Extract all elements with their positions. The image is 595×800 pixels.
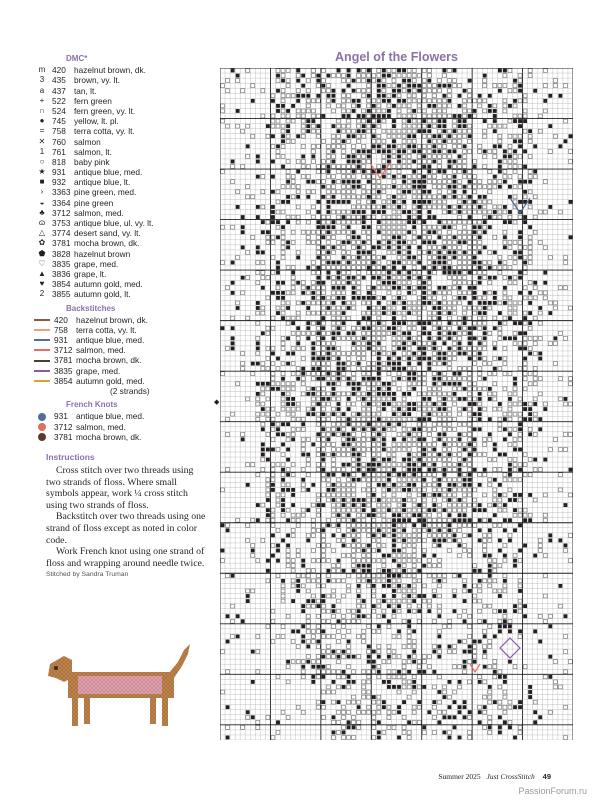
floss-name: autumn gold, med. xyxy=(74,279,143,290)
floss-name: terra cotta, vy. lt. xyxy=(76,324,137,335)
legend-row xyxy=(32,259,210,269)
floss-code: 931 xyxy=(54,411,68,422)
floss-code: 818 xyxy=(52,156,66,167)
floss-code: 420 xyxy=(52,65,66,76)
legend-row xyxy=(32,137,210,147)
floss-name: baby pink xyxy=(74,156,110,167)
legend-row xyxy=(32,106,210,116)
floss-code: 3774 xyxy=(52,228,71,239)
backstitch-list xyxy=(32,315,210,386)
floss-code: 3836 xyxy=(52,268,71,279)
stitch-symbol: = xyxy=(39,126,45,136)
instructions-paragraph: Cross stitch over two threads using two strands of floss. Where small symbols appear, work ¼ cross stitch using two strands of floss. xyxy=(46,465,194,511)
legend-row xyxy=(32,279,210,289)
stitch-symbol: ɷ xyxy=(38,218,46,228)
stitch-symbol: ♣ xyxy=(39,207,45,217)
backstitch-swatch xyxy=(34,360,50,362)
stitched-dog-photo xyxy=(42,638,202,738)
floss-code: 3712 xyxy=(52,207,71,218)
floss-name: mocha brown, dk. xyxy=(76,431,142,442)
stitch-symbol: ⬟ xyxy=(38,248,46,258)
stitch-symbol: ✿ xyxy=(38,238,46,248)
floss-name: hazelnut brown, dk. xyxy=(74,65,146,76)
legend-row xyxy=(32,355,210,365)
floss-name: tan, lt. xyxy=(74,85,97,96)
floss-code: 758 xyxy=(52,126,66,137)
floss-code: 3854 xyxy=(52,279,71,290)
legend-row xyxy=(32,65,210,75)
magazine-name: Just CrossStitch xyxy=(486,772,535,781)
floss-code: 761 xyxy=(52,146,66,157)
stitch-symbol: ♥ xyxy=(39,279,45,289)
legend-row xyxy=(32,238,210,248)
instructions-paragraph: Backstitch over two threads using one strand of floss except as noted in color code. xyxy=(46,511,206,546)
stitch-symbol: › xyxy=(40,187,44,197)
stitcher-credit: Stitched by Sandra Truman xyxy=(46,571,129,579)
legend-row xyxy=(32,269,210,279)
floss-name: salmon, lt. xyxy=(74,146,112,157)
legend-row xyxy=(32,116,210,126)
floss-code: 420 xyxy=(54,314,68,325)
legend-row xyxy=(32,432,210,442)
floss-code: 3781 xyxy=(52,238,71,249)
page-footer xyxy=(438,772,551,781)
floss-name: fern green xyxy=(74,95,112,106)
floss-name: antique blue, med. xyxy=(76,335,145,346)
floss-code: 3828 xyxy=(52,248,71,259)
legend-row xyxy=(32,177,210,187)
floss-code: 3835 xyxy=(54,365,73,376)
legend-row xyxy=(32,228,210,238)
floss-name: antique blue, med. xyxy=(74,167,143,178)
floss-name: antique blue, ul. vy. lt. xyxy=(74,218,154,229)
floss-code: 931 xyxy=(54,335,68,346)
instructions xyxy=(46,452,208,578)
stitch-symbol: 1 xyxy=(39,146,45,156)
stitch-symbol: ● xyxy=(39,116,45,126)
legend-row xyxy=(32,315,210,325)
floss-code: 931 xyxy=(52,167,66,178)
legend-row xyxy=(32,218,210,228)
floss-code: 3835 xyxy=(52,258,71,269)
french-knot-swatch xyxy=(38,423,46,431)
stitch-symbol: 3 xyxy=(39,75,45,85)
legend-row xyxy=(32,376,210,386)
floss-name: fern green, vy. lt. xyxy=(74,105,136,116)
french-knot-swatch xyxy=(38,413,46,421)
floss-code: 435 xyxy=(52,75,66,86)
floss-code: 3363 xyxy=(52,187,71,198)
center-arrow-icon: ◆ xyxy=(214,399,220,406)
stitch-symbol: ★ xyxy=(38,167,46,177)
cross-stitch-list xyxy=(32,65,210,299)
stitch-symbol: ○ xyxy=(39,156,45,166)
floss-name: hazelnut brown, dk. xyxy=(76,314,148,325)
cross-stitch-chart xyxy=(220,68,573,740)
grid-lines xyxy=(220,68,573,740)
legend-row xyxy=(32,86,210,96)
floss-name: terra cotta, vy. lt. xyxy=(74,126,135,137)
floss-name: salmon, med. xyxy=(76,421,126,432)
french-knot-list xyxy=(32,411,210,442)
stitch-symbol: ■ xyxy=(39,177,45,187)
stitch-symbol: m xyxy=(38,65,46,75)
floss-code: 524 xyxy=(52,105,66,116)
floss-name: grape, med. xyxy=(76,365,121,376)
floss-code: 3753 xyxy=(52,218,71,229)
floss-name: desert sand, vy. lt. xyxy=(74,228,141,239)
floss-name: grape, lt. xyxy=(74,268,107,279)
backstitch-swatch xyxy=(34,329,50,331)
legend-row xyxy=(32,411,210,421)
floss-name: mocha brown, dk. xyxy=(74,238,140,249)
legend-row xyxy=(32,198,210,208)
stitch-symbol: 2 xyxy=(39,289,45,299)
legend-row xyxy=(32,75,210,85)
instructions-paragraph: Work French knot using one strand of floss and wrapping around needle twice. xyxy=(46,546,205,569)
stitch-symbol: ♡ xyxy=(38,258,46,268)
legend-row xyxy=(32,208,210,218)
floss-code: 3781 xyxy=(54,431,73,442)
legend-row xyxy=(32,335,210,345)
floss-code: 3712 xyxy=(54,345,73,356)
page-number: 49 xyxy=(542,772,551,781)
stitch-symbol: ◒ xyxy=(39,197,45,207)
backstitch-swatch xyxy=(34,370,50,372)
floss-code: 3855 xyxy=(52,289,71,300)
floss-name: brown, vy. lt. xyxy=(74,75,120,86)
floss-name: pine green, med. xyxy=(74,187,137,198)
legend-row xyxy=(32,345,210,355)
chart-grid xyxy=(220,68,573,740)
legend-row xyxy=(32,96,210,106)
floss-name: pine green xyxy=(74,197,114,208)
stitch-symbol: △ xyxy=(38,228,46,238)
floss-code: 3854 xyxy=(54,375,73,386)
stitch-symbol: + xyxy=(39,95,45,105)
strands-note: (2 strands) xyxy=(110,386,150,397)
stitch-symbol: ✕ xyxy=(38,136,46,146)
stitch-symbol: ∩ xyxy=(39,105,45,115)
floss-name: mocha brown, dk. xyxy=(76,355,142,366)
legend-row xyxy=(32,167,210,177)
legend-row xyxy=(32,157,210,167)
floss-name: antique blue, lt. xyxy=(74,177,131,188)
floss-name: autumn gold, med. xyxy=(76,375,145,386)
floss-name: yellow, lt. pl. xyxy=(74,116,119,127)
chart-title: Angel of the Flowers xyxy=(335,50,458,64)
floss-code: 3364 xyxy=(52,197,71,208)
floss-name: salmon xyxy=(74,136,101,147)
floss-code: 3712 xyxy=(54,421,73,432)
floss-name: hazelnut brown xyxy=(74,248,131,259)
floss-code: 745 xyxy=(52,116,66,127)
legend-row xyxy=(32,289,210,299)
stitch-symbol: ▲ xyxy=(38,268,46,278)
floss-code: 932 xyxy=(52,177,66,188)
issue-season: Summer 2025 xyxy=(438,772,481,781)
legend-row xyxy=(32,366,210,376)
watermark: PassionForum.ru xyxy=(518,786,587,796)
floss-code: 758 xyxy=(54,324,68,335)
backstitches-heading: Backstitches xyxy=(66,303,116,313)
legend-row xyxy=(32,126,210,136)
floss-code: 522 xyxy=(52,95,66,106)
floss-name: salmon, med. xyxy=(76,345,126,356)
backstitch-swatch xyxy=(34,339,50,341)
floss-name: antique blue, med. xyxy=(76,411,145,422)
french-knots-heading: French Knots xyxy=(66,400,118,410)
french-knot-swatch xyxy=(38,433,46,441)
legend-row xyxy=(32,187,210,197)
floss-code: 437 xyxy=(52,85,66,96)
floss-name: autumn gold, lt. xyxy=(74,289,131,300)
backstitch-swatch xyxy=(34,380,50,382)
legend-row xyxy=(32,147,210,157)
legend-row xyxy=(32,249,210,259)
floss-name: grape, med. xyxy=(74,258,119,269)
backstitch-swatch xyxy=(34,319,50,321)
legend-row xyxy=(32,325,210,335)
stitch-symbol: a xyxy=(39,85,45,95)
dmc-heading: DMC* xyxy=(66,54,88,63)
color-key xyxy=(32,54,210,442)
floss-code: 760 xyxy=(52,136,66,147)
backstitch-swatch xyxy=(34,349,50,351)
floss-name: salmon, med. xyxy=(74,207,124,218)
floss-code: 3781 xyxy=(54,355,73,366)
instructions-heading: Instructions xyxy=(46,452,95,462)
legend-row xyxy=(32,422,210,432)
